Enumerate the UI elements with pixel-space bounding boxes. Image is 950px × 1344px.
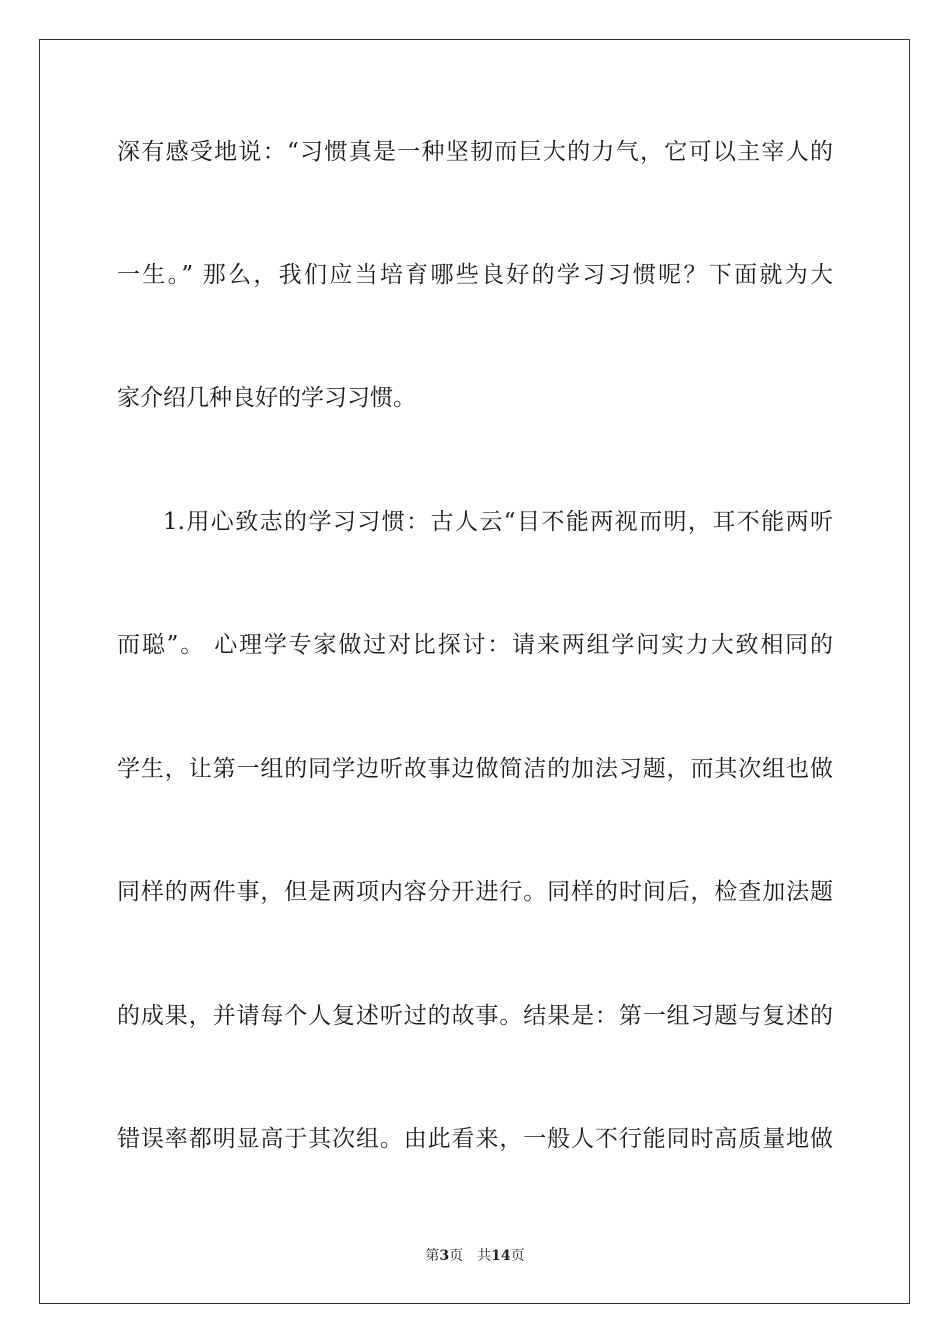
page-footer	[0, 1247, 950, 1265]
paragraph-line: 家介绍几种良好的学习习惯。	[117, 385, 416, 411]
paragraph-line: 1.用心致志的学习习惯：古人云“目不能两视而明，耳不能两听	[163, 509, 833, 535]
paragraph-line: 的成果，并请每个人复述听过的故事。结果是：第一组习题与复述的	[117, 1003, 833, 1029]
paragraph-line: 错误率都明显高于其次组。由此看来，一般人不行能同时高质量地做	[117, 1126, 833, 1152]
paragraph-line: 学生，让第一组的同学边听故事边做简洁的加法习题，而其次组也做	[117, 756, 833, 782]
paragraph-line: 一生。” 那么，我们应当培育哪些良好的学习习惯呢？下面就为大	[117, 262, 833, 288]
paragraph-line: 而聪”。 心理学专家做过对比探讨：请来两组学问实力大致相同的	[117, 632, 833, 658]
page-border	[39, 39, 910, 1304]
paragraph-line: 同样的两件事，但是两项内容分开进行。同样的时间后，检查加法题	[117, 879, 833, 905]
total-label-suffix: 页	[510, 1248, 525, 1264]
page-label-prefix: 第	[425, 1248, 440, 1264]
paragraph-line: 深有感受地说：“习惯真是一种坚韧而巨大的力气，它可以主宰人的	[117, 139, 833, 165]
total-label-prefix: 共	[477, 1248, 492, 1264]
page-label-suffix: 页	[449, 1248, 464, 1264]
total-pages: 14	[491, 1248, 511, 1264]
page-number: 3	[439, 1248, 450, 1264]
